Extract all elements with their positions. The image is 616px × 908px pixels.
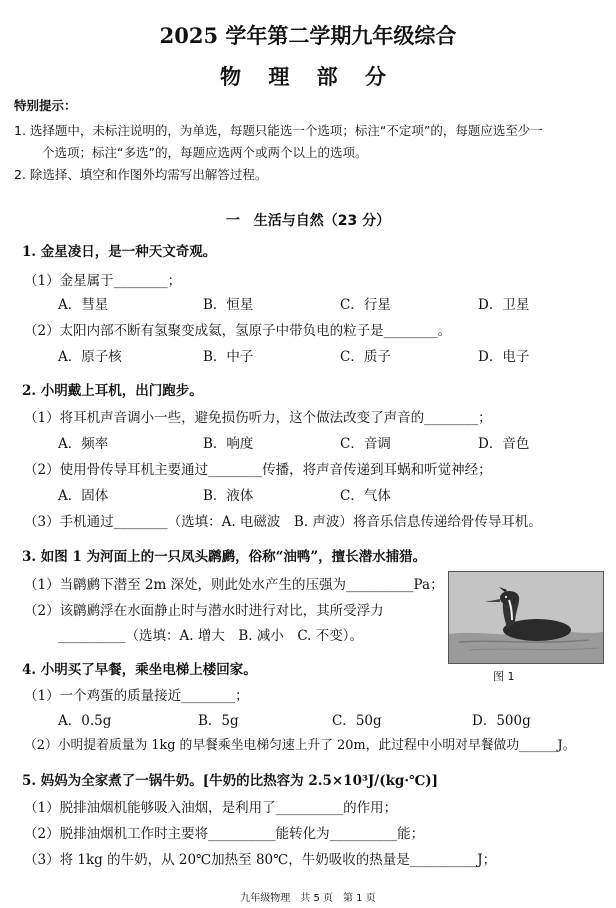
q1-part1: （1）金星属于________； bbox=[24, 273, 182, 289]
grebe-illustration bbox=[449, 572, 603, 663]
page-title: 2025 学年第二学期九年级综合 bbox=[159, 23, 457, 48]
q2-p1-option-b: B．响度 bbox=[203, 436, 254, 452]
q4-part2: （2）小明提着质量为 1kg 的早餐乘坐电梯匀速上升了 20m，此过程中小明对早餐做功______J。 bbox=[24, 738, 576, 753]
q1-p1-option-d: D．卫星 bbox=[478, 297, 530, 313]
q2-part3: （3）手机通过________（选填：A. 电磁波 B. 声波）将音乐信息传递给骨传导耳机。 bbox=[24, 514, 542, 530]
q2-p2-option-b: B．液体 bbox=[203, 488, 254, 504]
q3-part2-continuation: __________（选填：A. 增大 B. 减小 C. 不变）。 bbox=[58, 628, 364, 644]
note-line-1: 1. 选择题中，未标注说明的，为单选，每题只能选一个选项；标注“不定项”的，每题应选至少一 bbox=[14, 123, 543, 138]
q1-p2-option-c: C．质子 bbox=[340, 349, 391, 365]
q1-p1-option-a: A．彗星 bbox=[58, 297, 109, 313]
q2-part1: （1）将耳机声音调小一些，避免损伤听力，这个做法改变了声音的________； bbox=[24, 410, 492, 426]
q5-part3: （3）将 1kg 的牛奶，从 20℃加热至 80℃，牛奶吸收的热量是__________J； bbox=[24, 852, 497, 868]
q4-option-b: B．5g bbox=[198, 713, 239, 729]
page-footer: 九年级物理 共 5 页 第 1 页 bbox=[240, 893, 376, 904]
notes-heading: 特别提示： bbox=[14, 98, 77, 113]
q3-stem: 3. 如图 1 为河面上的一只凤头䴙䴘，俗称“油鸭”，擅长潜水捕猎。 bbox=[22, 549, 427, 565]
q1-p1-option-b: B．恒星 bbox=[203, 297, 254, 313]
q3-part2: （2）该䴙䴘浮在水面静止时与潜水时进行对比，其所受浮力 bbox=[24, 603, 384, 619]
q4-part1: （1）一个鸡蛋的质量接近________； bbox=[24, 688, 249, 704]
grebe-figure bbox=[448, 571, 604, 664]
q2-part2: （2）使用骨传导耳机主要通过________传播，将声音传递到耳蜗和听觉神经； bbox=[24, 462, 492, 478]
q1-p1-option-c: C．行星 bbox=[340, 297, 391, 313]
q5-stem: 5. 妈妈为全家煮了一锅牛奶。[牛奶的比热容为 2.5×10³J/(kg·℃)] bbox=[22, 773, 439, 789]
q4-option-d: D．500g bbox=[472, 713, 531, 729]
q2-p1-option-d: D．音色 bbox=[478, 436, 530, 452]
q2-p1-option-c: C．音调 bbox=[340, 436, 391, 452]
q1-p2-option-a: A．原子核 bbox=[58, 349, 122, 365]
q4-option-c: C．50g bbox=[332, 713, 382, 729]
q1-p2-option-d: D．电子 bbox=[478, 349, 530, 365]
q2-p1-option-a: A．频率 bbox=[58, 436, 109, 452]
q4-option-a: A．0.5g bbox=[58, 713, 112, 729]
q2-p2-option-c: C．气体 bbox=[340, 488, 391, 504]
q5-part1: （1）脱排油烟机能够吸入油烟，是利用了__________的作用； bbox=[24, 800, 398, 816]
note-line-3: 2. 除选择、填空和作图外均需写出解答过程。 bbox=[14, 167, 268, 182]
q2-p2-option-a: A．固体 bbox=[58, 488, 109, 504]
page-subtitle: 物 理 部 分 bbox=[220, 64, 396, 89]
note-line-2: 个选项；标注“多选”的，每题应选两个或两个以上的选项。 bbox=[42, 145, 368, 160]
q1-stem: 1. 金星凌日，是一种天文奇观。 bbox=[22, 244, 217, 260]
q2-stem: 2. 小明戴上耳机，出门跑步。 bbox=[22, 383, 203, 399]
q1-part2: （2）太阳内部不断有氢聚变成氦，氢原子中带负电的粒子是________。 bbox=[24, 323, 452, 339]
q4-stem: 4. 小明买了早餐，乘坐电梯上楼回家。 bbox=[22, 662, 257, 678]
q1-p2-option-b: B．中子 bbox=[203, 349, 254, 365]
figure-caption: 图 1 bbox=[493, 670, 515, 683]
section-title: 一 生活与自然（23 分） bbox=[225, 213, 391, 229]
q5-part2: （2）脱排油烟机工作时主要将__________能转化为__________能； bbox=[24, 826, 425, 842]
q3-part1: （1）当䴙䴘下潜至 2m 深处，则此处水产生的压强为__________Pa； bbox=[24, 577, 444, 593]
